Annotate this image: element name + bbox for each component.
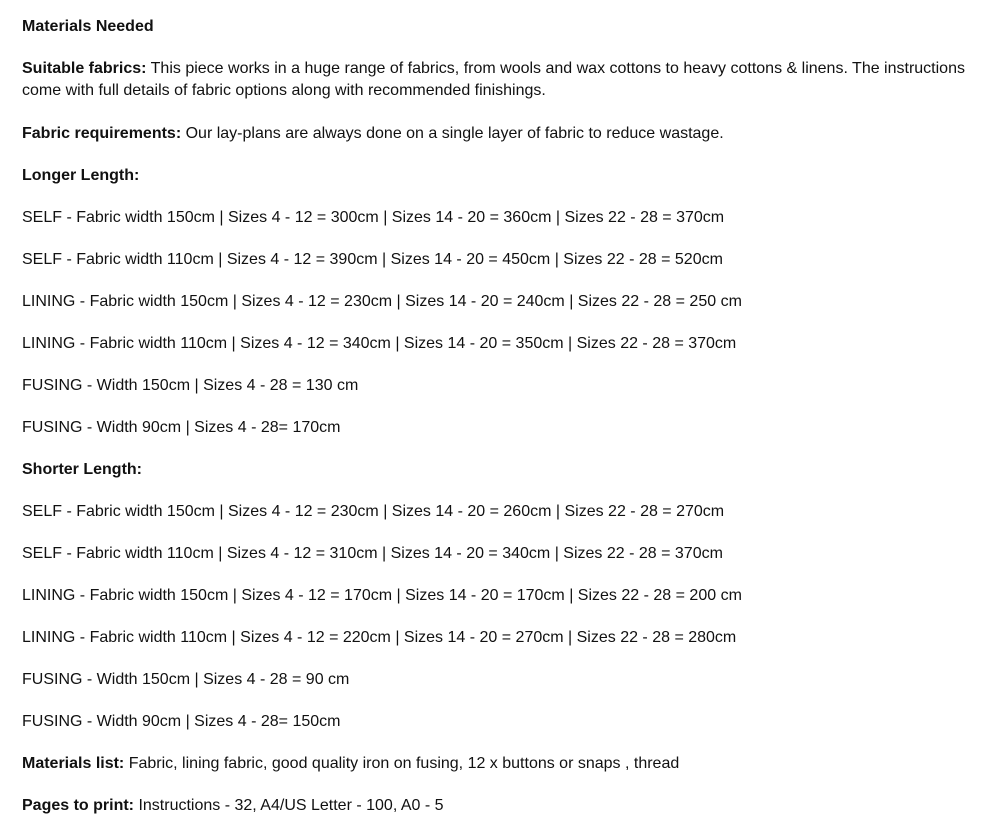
longer-row: FUSING - Width 90cm | Sizes 4 - 28= 170cm bbox=[22, 419, 341, 436]
document-body bbox=[22, 16, 987, 837]
fabric-requirements-paragraph bbox=[22, 123, 987, 145]
suitable-fabrics-text: This piece works in a huge range of fabrics, from wools and wax cottons to heavy cottons & linens. The instructions come with full details of fabric options along with recommended finishings. bbox=[22, 60, 965, 99]
shorter-row: LINING - Fabric width 110cm | Sizes 4 - 12 = 220cm | Sizes 14 - 20 = 270cm | Sizes 22 - 28 = 280cm bbox=[22, 629, 737, 646]
shorter-row: SELF - Fabric width 110cm | Sizes 4 - 12 = 310cm | Sizes 14 - 20 = 340cm | Sizes 22 - 28 = 370cm bbox=[22, 545, 723, 562]
longer-row: LINING - Fabric width 150cm | Sizes 4 - 12 = 230cm | Sizes 14 - 20 = 240cm | Sizes 22 - 28 = 250 cm bbox=[22, 293, 742, 310]
materials-list-text: Fabric, lining fabric, good quality iron on fusing, 12 x buttons or snaps , thread bbox=[124, 755, 680, 772]
fabric-requirements-label: Fabric requirements: bbox=[22, 125, 182, 142]
suitable-fabrics-paragraph bbox=[22, 58, 987, 102]
suitable-fabrics-label: Suitable fabrics: bbox=[22, 60, 147, 77]
materials-list-paragraph bbox=[22, 753, 987, 775]
pages-to-print-text: Instructions - 32, A4/US Letter - 100, A0 - 5 bbox=[134, 797, 444, 814]
longer-row: FUSING - Width 150cm | Sizes 4 - 28 = 130 cm bbox=[22, 377, 359, 394]
shorter-row: SELF - Fabric width 150cm | Sizes 4 - 12 = 230cm | Sizes 14 - 20 = 260cm | Sizes 22 - 28 = 270cm bbox=[22, 503, 725, 520]
longer-row: LINING - Fabric width 110cm | Sizes 4 - 12 = 340cm | Sizes 14 - 20 = 350cm | Sizes 22 - 28 = 370cm bbox=[22, 335, 737, 352]
page-title: Materials Needed bbox=[22, 18, 154, 35]
shorter-row: FUSING - Width 150cm | Sizes 4 - 28 = 90 cm bbox=[22, 671, 350, 688]
pages-to-print-label: Pages to print: bbox=[22, 797, 135, 814]
materials-list-label: Materials list: bbox=[22, 755, 125, 772]
longer-row: SELF - Fabric width 150cm | Sizes 4 - 12 = 300cm | Sizes 14 - 20 = 360cm | Sizes 22 - 28 = 370cm bbox=[22, 209, 725, 226]
shorter-length-heading: Shorter Length: bbox=[22, 461, 142, 478]
longer-length-heading: Longer Length: bbox=[22, 167, 140, 184]
fabric-requirements-text: Our lay-plans are always done on a single layer of fabric to reduce wastage. bbox=[181, 125, 724, 142]
shorter-row: FUSING - Width 90cm | Sizes 4 - 28= 150cm bbox=[22, 713, 341, 730]
pages-to-print-paragraph bbox=[22, 795, 987, 817]
shorter-row: LINING - Fabric width 150cm | Sizes 4 - 12 = 170cm | Sizes 14 - 20 = 170cm | Sizes 22 - 28 = 200 cm bbox=[22, 587, 742, 604]
longer-row: SELF - Fabric width 110cm | Sizes 4 - 12 = 390cm | Sizes 14 - 20 = 450cm | Sizes 22 - 28 = 520cm bbox=[22, 251, 723, 268]
